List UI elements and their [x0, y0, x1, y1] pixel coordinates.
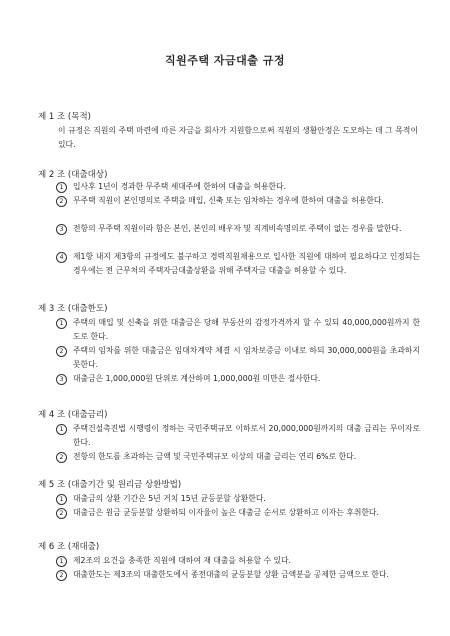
article-5-heading: 제 5 조 (대출기간 및 원리금 상환방법) — [38, 480, 182, 490]
article-6-item-2 — [58, 568, 420, 582]
article-4-item-1 — [58, 422, 420, 450]
article-2-heading: 제 2 조 (대출대상) — [38, 170, 108, 180]
item-number: 1 — [56, 318, 67, 329]
article-5-item-2 — [58, 506, 420, 520]
item-number: 3 — [56, 224, 67, 235]
item-number: 1 — [56, 556, 67, 567]
article-3-item-1 — [58, 316, 420, 344]
item-text: 대출금은 1,000,000원 단위로 계산하며 1,000,000원 미만은 절사한다. — [73, 374, 321, 383]
item-text: 무주택 직원이 본인명의로 주택을 매입, 신축 또는 임차하는 경우에 한하여 대출을 허용한다. — [73, 196, 384, 205]
article-2-item-2 — [58, 194, 420, 208]
item-text: 대출금은 원금 균등분할 상환하되 이자율이 높은 대출금 순서로 상환하고 이자는 후취한다. — [73, 508, 379, 517]
document-title: 직원주택 자금대출 규정 — [165, 54, 285, 67]
item-number: 2 — [56, 570, 67, 581]
item-number: 1 — [56, 182, 67, 193]
item-number: 2 — [56, 196, 67, 207]
item-number: 2 — [56, 452, 67, 463]
item-text: 대출금의 상환 기간은 5년 거치 15년 균등분할 상환한다. — [73, 494, 266, 503]
article-3-heading: 제 3 조 (대출한도) — [38, 304, 108, 314]
item-text: 주택의 매입 및 신축을 위한 대출금은 당해 부동산의 감정가격까지 할 수 있되 40,000,000원까지 한도로 한다. — [73, 318, 420, 341]
item-number: 1 — [56, 424, 67, 435]
article-2-item-4 — [58, 250, 420, 278]
article-6-heading: 제 6 조 (재대출) — [38, 542, 100, 552]
article-2-item-3 — [58, 222, 420, 236]
item-text: 제1항 내지 제3항의 규정에도 불구하고 경력직원채용으로 입사한 직원에 대하여 필요하다고 인정되는 경우에는 전 근무처의 주택자금대출상환을 위해 주택자금 대출을 허용할 수 있다. — [73, 252, 420, 275]
article-1-heading: 제 1 조 (목적) — [38, 112, 91, 122]
article-4-heading: 제 4 조 (대출금리) — [38, 410, 108, 420]
item-number: 1 — [56, 494, 67, 505]
item-text: 전항의 한도를 초과하는 금액 및 국민주택규모 이상의 대출 금리는 연리 6%로 한다. — [73, 452, 357, 461]
article-1-body: 이 규정은 직원의 주택 마련에 따른 자금을 회사가 지원함으로써 직원의 생활안정은 도모하는 데 그 목적이 있다. — [58, 126, 418, 149]
item-text: 주택의 임차를 위한 대출금은 임대차계약 체결 시 임차보증금 이내로 하되 30,000,000원을 초과하지 못한다. — [73, 346, 420, 369]
item-text: 전항의 무주택 직원이라 함은 본인, 본인의 배우자 및 직계비속명의로 주택이 없는 경우를 말한다. — [73, 224, 402, 233]
item-number: 3 — [56, 374, 67, 385]
article-3-item-2 — [58, 344, 420, 372]
article-4-item-2 — [58, 450, 420, 464]
item-number: 4 — [56, 252, 67, 263]
item-text: 입사후 1년이 경과한 무주택 세대주에 한하여 대출을 허용한다. — [73, 182, 287, 191]
article-3-item-3 — [58, 372, 420, 386]
article-6-item-1 — [58, 554, 420, 568]
item-text: 대출한도는 제3조의 대출한도에서 종전대출의 균등분할 상환 금액분을 공제한 금액으로 한다. — [73, 570, 389, 579]
item-text: 제2조의 요건을 충족한 직원에 대하여 재 대출을 허용할 수 있다. — [73, 556, 292, 565]
article-2-item-1 — [58, 180, 420, 194]
article-5-item-1 — [58, 492, 420, 506]
item-text: 주택건설촉진법 시행령이 정하는 국민주택규모 이하로서 20,000,000원까지의 대출 금리는 무이자로 한다. — [73, 424, 420, 447]
item-number: 2 — [56, 346, 67, 357]
item-number: 2 — [56, 508, 67, 519]
